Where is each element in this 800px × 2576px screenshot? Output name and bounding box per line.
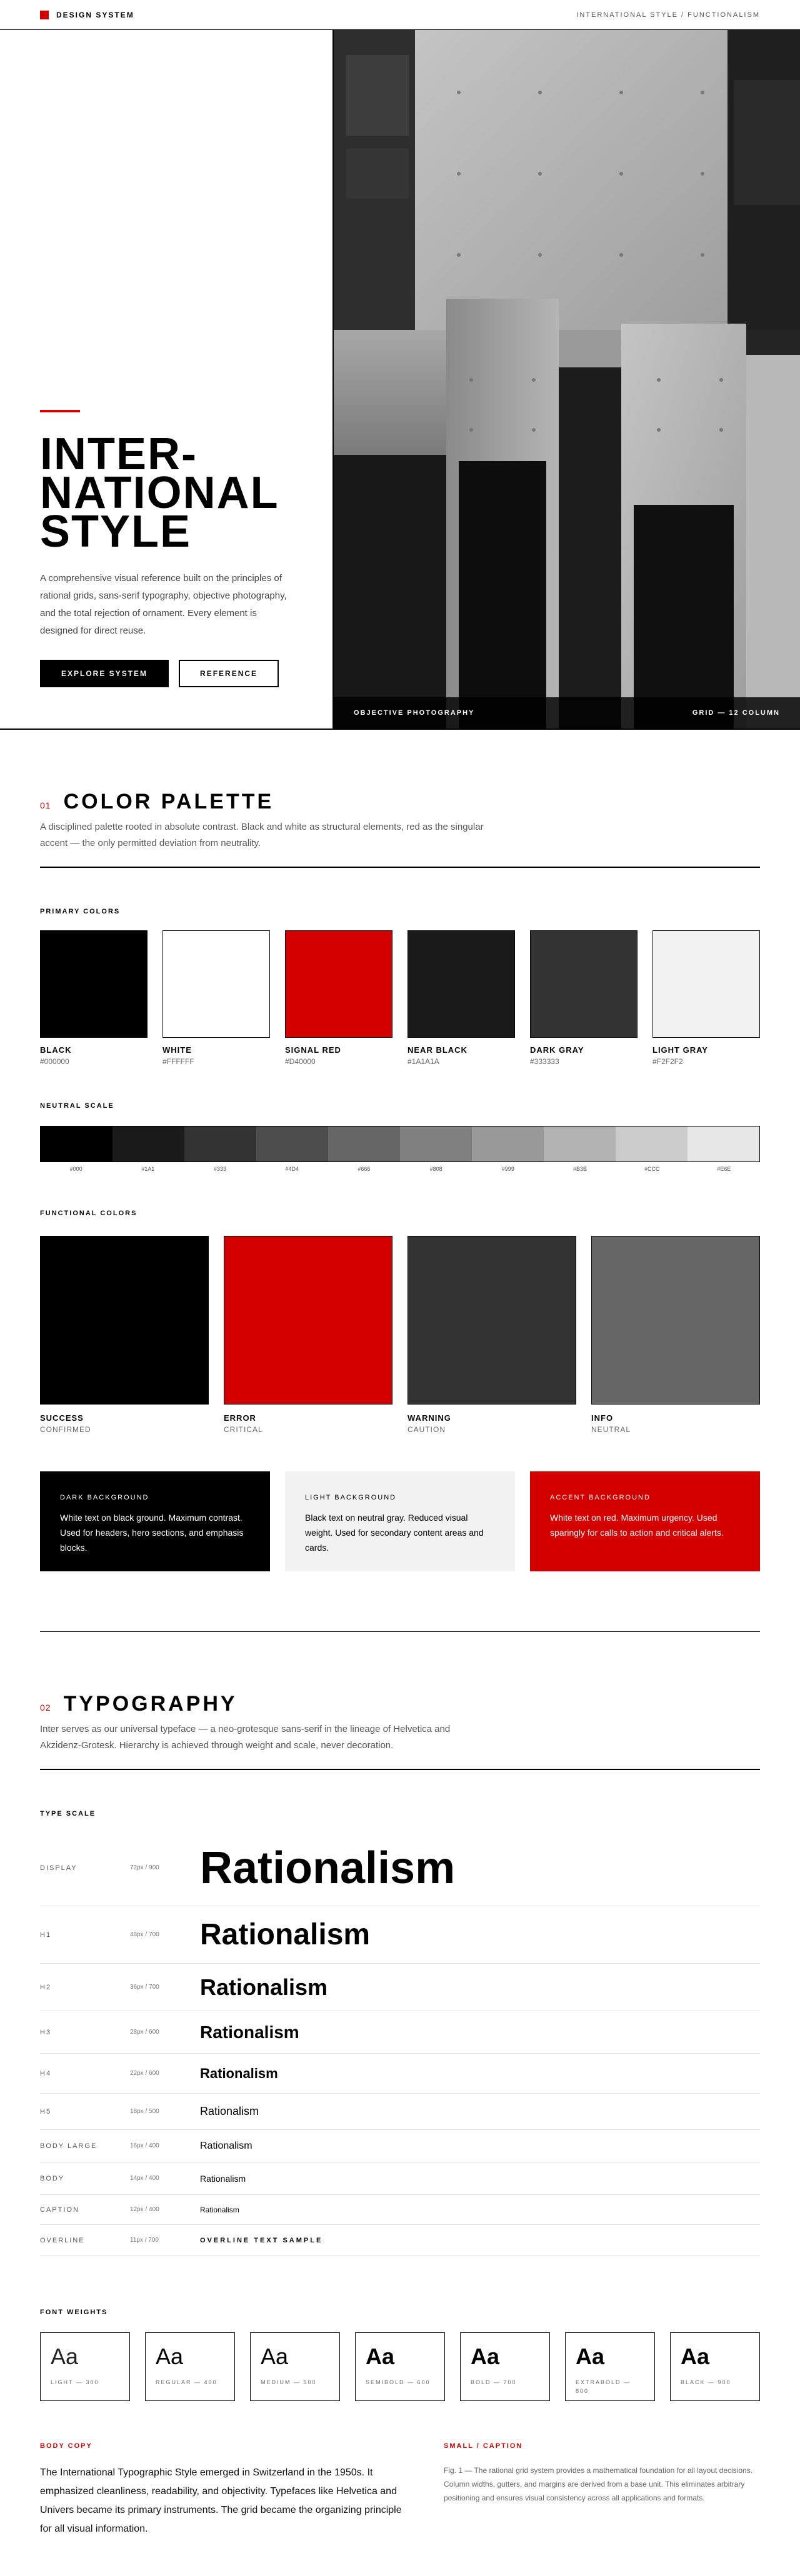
font-weight-card[interactable]	[460, 2332, 550, 2401]
hero-title-line: INTER-	[40, 429, 198, 479]
brand[interactable]	[40, 11, 134, 19]
color-swatch	[285, 930, 392, 1038]
neutral-step-label: #CCC	[644, 1166, 660, 1172]
font-weight-card[interactable]	[40, 2332, 130, 2401]
body-copy-block	[40, 2442, 409, 2539]
type-style-sample: OVERLINE TEXT SAMPLE	[200, 2236, 323, 2244]
color-hex: #1A1A1A	[408, 1057, 439, 1066]
concrete-building-photo	[334, 30, 800, 729]
color-hex: #000000	[40, 1057, 69, 1066]
color-swatch	[40, 930, 148, 1038]
type-style-name: H3	[40, 2028, 52, 2036]
type-style-sample: Rationalism	[200, 1918, 371, 1951]
section-number: 01	[40, 800, 51, 810]
type-scale-row	[40, 1906, 760, 1964]
type-style-sample: Rationalism	[200, 1974, 328, 2000]
color-name: BLACK	[40, 1045, 72, 1055]
type-scale-table	[40, 1830, 760, 2256]
primary-color-item[interactable]	[652, 930, 760, 1066]
background-card-text: White text on red. Maximum urgency. Used sparingly for calls to action and critical alerts.	[550, 1513, 724, 1538]
body-copy-samples	[40, 2442, 760, 2539]
hero-title	[40, 429, 292, 557]
photo-caption-right: GRID — 12 COLUMN	[692, 709, 780, 717]
type-scale-row	[40, 2011, 760, 2054]
neutral-step-label: #999	[501, 1166, 514, 1172]
functional-status: CAUTION	[408, 1425, 446, 1434]
type-style-sample: Rationalism	[200, 2140, 252, 2151]
neutral-step-label: #666	[358, 1166, 371, 1172]
type-style-sample: Rationalism	[200, 2022, 299, 2042]
top-bar	[0, 0, 800, 30]
header-tagline: INTERNATIONAL STYLE / FUNCTIONALISM	[576, 11, 760, 19]
neutral-step	[256, 1126, 328, 1161]
photo-caption-bar	[334, 697, 800, 729]
type-scale-row	[40, 2094, 760, 2130]
type-style-meta: 72px / 900	[130, 1864, 159, 1871]
background-card-label: LIGHT BACKGROUND	[305, 1494, 397, 1501]
primary-color-item[interactable]	[530, 930, 638, 1066]
type-scale-row	[40, 2054, 760, 2094]
type-style-name: BODY	[40, 2174, 65, 2182]
type-style-meta: 28px / 600	[130, 2029, 159, 2036]
font-weight-label: LIGHT — 300	[51, 2379, 99, 2385]
functional-colors-label: FUNCTIONAL COLORS	[40, 1210, 138, 1217]
functional-color-item[interactable]	[591, 1236, 760, 1434]
section-number: 02	[40, 1703, 51, 1713]
body-copy-label: BODY COPY	[40, 2442, 92, 2450]
type-style-name: OVERLINE	[40, 2236, 85, 2244]
brand-square-icon	[40, 11, 49, 19]
color-name: DARK GRAY	[530, 1045, 584, 1055]
type-style-meta: 11px / 700	[130, 2237, 159, 2244]
functional-color-item[interactable]	[408, 1236, 576, 1434]
font-weight-sample: Aa	[366, 2344, 395, 2369]
section-title: TYPOGRAPHY	[63, 1692, 238, 1716]
type-style-meta: 18px / 500	[130, 2108, 159, 2115]
font-weight-label: BOLD — 700	[471, 2379, 517, 2385]
type-style-meta: 22px / 600	[130, 2070, 159, 2077]
color-hex: #F2F2F2	[652, 1057, 683, 1066]
caption-block	[444, 2442, 760, 2539]
functional-name: WARNING	[408, 1413, 451, 1423]
type-scale-row	[40, 2225, 760, 2256]
neutral-scale-labels	[40, 1166, 760, 1172]
functional-status: NEUTRAL	[591, 1425, 631, 1434]
neutral-step	[112, 1126, 184, 1161]
font-weight-card[interactable]	[670, 2332, 760, 2401]
functional-name: SUCCESS	[40, 1413, 84, 1423]
type-style-sample: Rationalism	[200, 2065, 278, 2081]
caption-label: SMALL / CAPTION	[444, 2442, 523, 2450]
font-weight-sample: Aa	[471, 2344, 500, 2369]
type-scale-row	[40, 1830, 760, 1906]
font-weight-label: BLACK — 900	[681, 2379, 731, 2385]
neutral-step-label: #4D4	[285, 1166, 299, 1172]
color-swatch	[162, 930, 270, 1038]
photo-caption-left: OBJECTIVE PHOTOGRAPHY	[354, 709, 475, 717]
font-weight-card[interactable]	[565, 2332, 655, 2401]
neutral-step-label: #1A1	[141, 1166, 155, 1172]
color-hex: #D40000	[285, 1057, 316, 1066]
functional-name: ERROR	[224, 1413, 256, 1423]
type-style-sample: Rationalism	[200, 2205, 239, 2214]
hero-text-panel	[0, 30, 334, 729]
neutral-step-label: #E6E	[717, 1166, 731, 1172]
color-hex: #333333	[530, 1057, 559, 1066]
typography-section	[0, 1632, 800, 2576]
type-style-name: DISPLAY	[40, 1864, 78, 1872]
type-scale-row	[40, 2162, 760, 2195]
section-rule	[40, 1769, 760, 1770]
type-style-name: CAPTION	[40, 2206, 79, 2214]
section-description: A disciplined palette rooted in absolute contrast. Black and white as structural elements, red as the singular accent — the only permitted deviation from neutrality.	[40, 822, 484, 848]
font-weight-label: EXTRABOLD — 800	[576, 2379, 631, 2394]
font-weight-card[interactable]	[355, 2332, 445, 2401]
explore-system-button[interactable]: EXPLORE SYSTEM	[40, 660, 169, 687]
primary-colors-grid	[40, 930, 760, 1066]
background-card-text: White text on black ground. Maximum contrast. Used for headers, hero sections, and emphasis blocks.	[60, 1513, 244, 1553]
hero-section	[0, 30, 800, 730]
section-title: COLOR PALETTE	[63, 790, 274, 813]
functional-name: INFO	[591, 1413, 614, 1423]
font-weight-sample: Aa	[576, 2344, 605, 2369]
type-scale-row	[40, 1964, 760, 2011]
hero-title-line: NATIONAL	[40, 468, 279, 518]
hero-description: A comprehensive visual reference built on the principles of rational grids, sans-serif typography, objective photography, and the total rejection of ornament. Every element is designed for direct reuse.	[40, 573, 287, 636]
font-weight-label: MEDIUM — 500	[261, 2379, 317, 2385]
typography-section-header	[40, 1692, 760, 1716]
neutral-step-label: #000	[69, 1166, 82, 1172]
type-style-sample: Rationalism	[200, 2173, 246, 2184]
brand-name: DESIGN SYSTEM	[56, 10, 134, 19]
neutral-step-label: #808	[429, 1166, 442, 1172]
type-style-sample: Rationalism	[200, 2105, 259, 2117]
color-section-header	[40, 790, 760, 814]
type-style-name: BODY LARGE	[40, 2142, 98, 2150]
functional-colors-grid	[40, 1236, 760, 1434]
color-hex: #FFFFFF	[162, 1057, 194, 1066]
color-swatch	[530, 930, 638, 1038]
primary-color-item[interactable]	[408, 930, 515, 1066]
type-style-sample: Rationalism	[200, 1842, 456, 1893]
type-style-name: H5	[40, 2107, 52, 2116]
neutral-step	[688, 1126, 759, 1161]
functional-swatch	[408, 1236, 576, 1405]
type-scale-row	[40, 2130, 760, 2162]
font-weight-label: SEMIBOLD — 600	[366, 2379, 431, 2385]
font-weight-card[interactable]	[250, 2332, 340, 2401]
neutral-step	[328, 1126, 400, 1161]
background-card	[40, 1471, 270, 1571]
functional-swatch	[40, 1236, 209, 1405]
type-scale-row	[40, 2195, 760, 2225]
functional-swatch	[591, 1236, 760, 1405]
functional-color-item[interactable]	[40, 1236, 209, 1434]
font-weight-card[interactable]	[145, 2332, 235, 2401]
section-description: Inter serves as our universal typeface — a neo-grotesque sans-serif in the lineage of Helvetica and Akzidenz-Grotesk. Hierarchy is achieved through weight and scale, never decoration.	[40, 1724, 451, 1751]
functional-color-item[interactable]	[224, 1236, 392, 1434]
color-name: NEAR BLACK	[408, 1045, 468, 1055]
body-copy-text: The International Typographic Style emerged in Switzerland in the 1950s. It emphasized cleanliness, readability, and objectivity. Typefaces like Helvetica and Univers became its primary instruments. The grid became the organizing principle for all visual information.	[40, 2467, 402, 2534]
font-weights-grid	[40, 2332, 760, 2401]
type-style-meta: 48px / 700	[130, 1931, 159, 1938]
hero-title-line: STYLE	[40, 507, 192, 557]
type-style-meta: 36px / 700	[130, 1984, 159, 1991]
type-scale-label: TYPE SCALE	[40, 1810, 96, 1818]
background-card-text: Black text on neutral gray. Reduced visual weight. Used for secondary content areas and cards.	[305, 1513, 484, 1553]
caption-text: Fig. 1 — The rational grid system provides a mathematical foundation for all layout decisions. Column widths, gutters, and margins are derived from a base unit. This eliminates arbitrary positioning and ensures visual consistency across all applications and formats.	[444, 2466, 753, 2502]
color-name: WHITE	[162, 1045, 192, 1055]
neutral-step	[400, 1126, 472, 1161]
neutral-scale-label: NEUTRAL SCALE	[40, 1102, 114, 1110]
font-weight-sample: Aa	[51, 2344, 79, 2369]
type-style-name: H2	[40, 1983, 52, 1991]
hero-actions	[40, 660, 292, 687]
font-weight-label: REGULAR — 400	[156, 2379, 218, 2385]
type-style-name: H4	[40, 2069, 52, 2077]
background-card	[285, 1471, 515, 1571]
reference-button[interactable]: REFERENCE	[179, 660, 279, 687]
primary-color-item[interactable]	[162, 930, 270, 1066]
font-weight-sample: Aa	[681, 2344, 710, 2369]
type-style-name: H1	[40, 1931, 52, 1939]
neutral-step	[184, 1126, 256, 1161]
primary-colors-label: PRIMARY COLORS	[40, 908, 121, 915]
type-style-meta: 16px / 400	[130, 2142, 159, 2149]
color-swatch	[408, 930, 515, 1038]
primary-color-item[interactable]	[285, 930, 392, 1066]
font-weight-sample: Aa	[156, 2344, 184, 2369]
neutral-step	[616, 1126, 688, 1161]
hero-accent-rule	[40, 410, 80, 412]
color-name: SIGNAL RED	[285, 1045, 341, 1055]
functional-swatch	[224, 1236, 392, 1405]
type-style-meta: 12px / 400	[130, 2206, 159, 2213]
background-cards	[40, 1471, 760, 1571]
background-card-label: ACCENT BACKGROUND	[550, 1494, 651, 1501]
neutral-step	[41, 1126, 112, 1161]
primary-color-item[interactable]	[40, 930, 148, 1066]
background-card	[530, 1471, 760, 1571]
color-swatch	[652, 930, 760, 1038]
functional-status: CONFIRMED	[40, 1425, 91, 1434]
neutral-step	[472, 1126, 544, 1161]
neutral-step-label: #B3B	[573, 1166, 588, 1172]
section-rule	[40, 867, 760, 868]
neutral-scale-bar	[40, 1126, 760, 1162]
color-name: LIGHT GRAY	[652, 1045, 708, 1055]
hero-photo	[334, 30, 800, 729]
background-card-label: DARK BACKGROUND	[60, 1494, 149, 1501]
neutral-step	[544, 1126, 616, 1161]
font-weights-label: FONT WEIGHTS	[40, 2309, 108, 2316]
color-palette-section	[0, 730, 800, 1632]
neutral-step-label: #333	[213, 1166, 227, 1172]
type-style-meta: 14px / 400	[130, 2175, 159, 2182]
font-weight-sample: Aa	[261, 2344, 289, 2369]
functional-status: CRITICAL	[224, 1425, 263, 1434]
